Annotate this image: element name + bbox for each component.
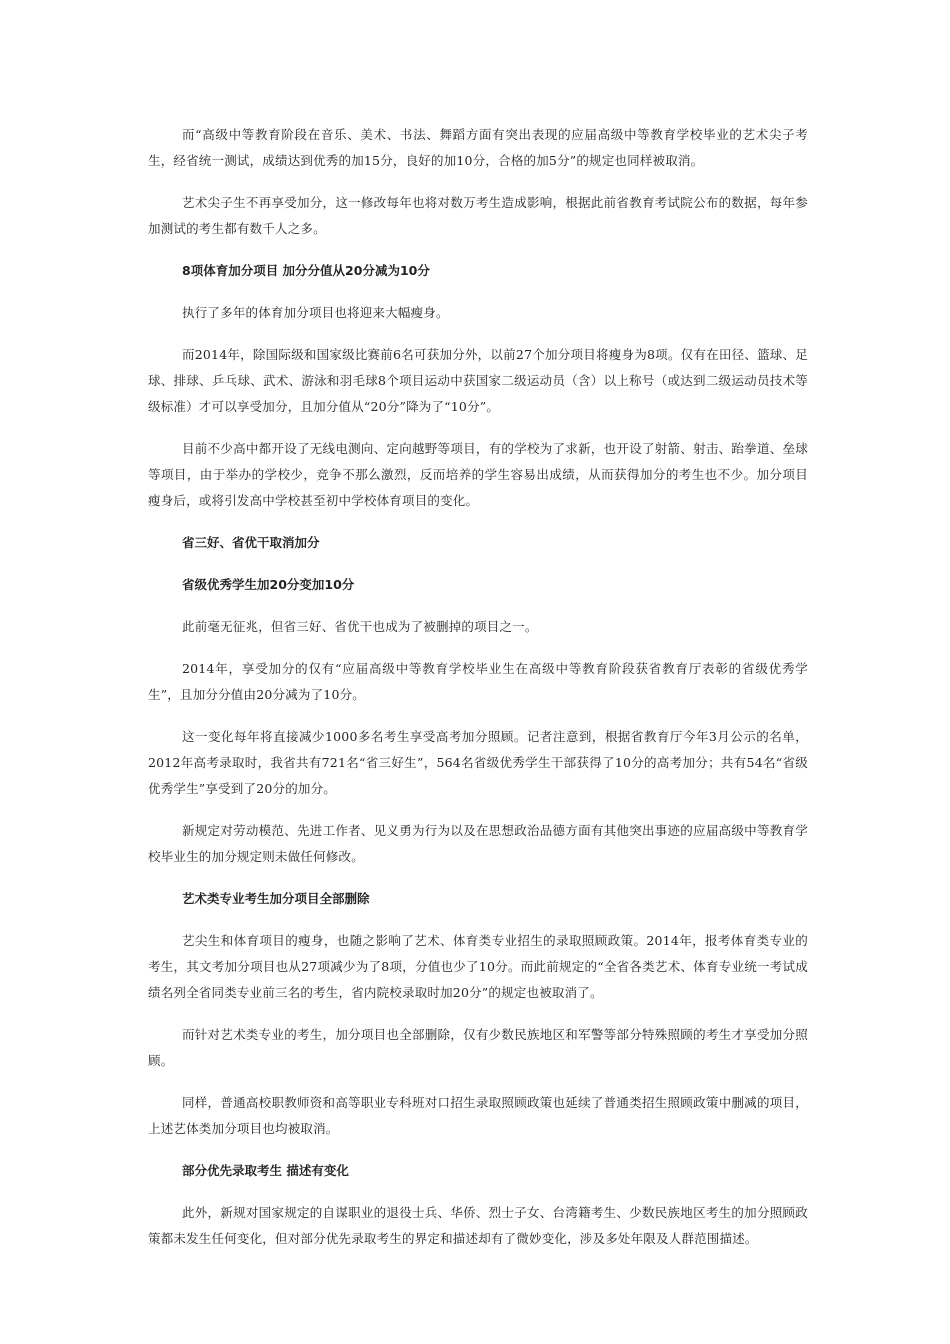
section-heading: 省三好、省优干取消加分 [182, 535, 320, 550]
paragraph: 执行了多年的体育加分项目也将迎来大幅瘦身。 [182, 305, 449, 320]
article-body [148, 122, 808, 1268]
section-heading: 部分优先录取考生 描述有变化 [182, 1163, 349, 1178]
paragraph: 新规定对劳动模范、先进工作者、见义勇为行为以及在思想政治品德方面有其他突出事迹的应届高级中等教育学校毕业生的加分规定则未做任何修改。 [148, 823, 808, 864]
section-heading: 艺术类专业考生加分项目全部删除 [182, 891, 370, 906]
paragraph: 这一变化每年将直接减少1000多名考生享受高考加分照顾。记者注意到，根据省教育厅今年3月公示的名单，2012年高考录取时，我省共有721名“省三好生”，564名省级优秀学生干部获得了10分的高考加分；共有54名“省级优秀学生”享受到了20分的加分。 [148, 729, 808, 796]
paragraph: 而针对艺术类专业的考生，加分项目也全部删除，仅有少数民族地区和军警等部分特殊照顾的考生才享受加分照顾。 [148, 1027, 808, 1068]
section-heading: 8项体育加分项目 加分分值从20分减为10分 [182, 263, 430, 278]
paragraph: 艺术尖子生不再享受加分，这一修改每年也将对数万考生造成影响，根据此前省教育考试院公布的数据，每年参加测试的考生都有数千人之多。 [148, 195, 808, 236]
paragraph: 同样，普通高校职教师资和高等职业专科班对口招生录取照顾政策也延续了普通类招生照顾政策中删减的项目，上述艺体类加分项目也均被取消。 [148, 1095, 808, 1136]
section-subheading: 省级优秀学生加20分变加10分 [182, 577, 355, 592]
paragraph: 而2014年，除国际级和国家级比赛前6名可获加分外，以前27个加分项目将瘦身为8项。仅有在田径、篮球、足球、排球、乒乓球、武术、游泳和羽毛球8个项目运动中获国家二级运动员（含）以上称号（或达到二级运动员技术等级标准）才可以享受加分，且加分值从“20分”降为了“10分”。 [148, 347, 808, 414]
paragraph: 而“高级中等教育阶段在音乐、美术、书法、舞蹈方面有突出表现的应届高级中等教育学校毕业的艺术尖子考生，经省统一测试，成绩达到优秀的加15分，良好的加10分，合格的加5分”的规定也同样被取消。 [148, 127, 808, 168]
paragraph: 艺尖生和体育项目的瘦身，也随之影响了艺术、体育类专业招生的录取照顾政策。2014年，报考体育类专业的考生，其文考加分项目也从27项减少为了8项，分值也少了10分。而此前规定的“全省各类艺术、体育专业统一考试成绩名列全省同类专业前三名的考生，省内院校录取时加20分”的规定也被取消了。 [148, 933, 808, 1000]
paragraph: 此外，新规对国家规定的自谋职业的退役士兵、华侨、烈士子女、台湾籍考生、少数民族地区考生的加分照顾政策都未发生任何变化，但对部分优先录取考生的界定和描述却有了微妙变化，涉及多处年限及人群范围描述。 [148, 1205, 808, 1246]
paragraph: 目前不少高中都开设了无线电测向、定向越野等项目，有的学校为了求新，也开设了射箭、射击、跆拳道、垒球等项目，由于举办的学校少，竞争不那么激烈，反而培养的学生容易出成绩，从而获得加分的考生也不少。加分项目瘦身后，或将引发高中学校甚至初中学校体育项目的变化。 [148, 441, 808, 508]
paragraph: 此前毫无征兆，但省三好、省优干也成为了被删掉的项目之一。 [182, 619, 538, 634]
paragraph: 2014年，享受加分的仅有“应届高级中等教育学校毕业生在高级中等教育阶段获省教育厅表彰的省级优秀学生”，且加分分值由20分减为了10分。 [148, 661, 808, 702]
